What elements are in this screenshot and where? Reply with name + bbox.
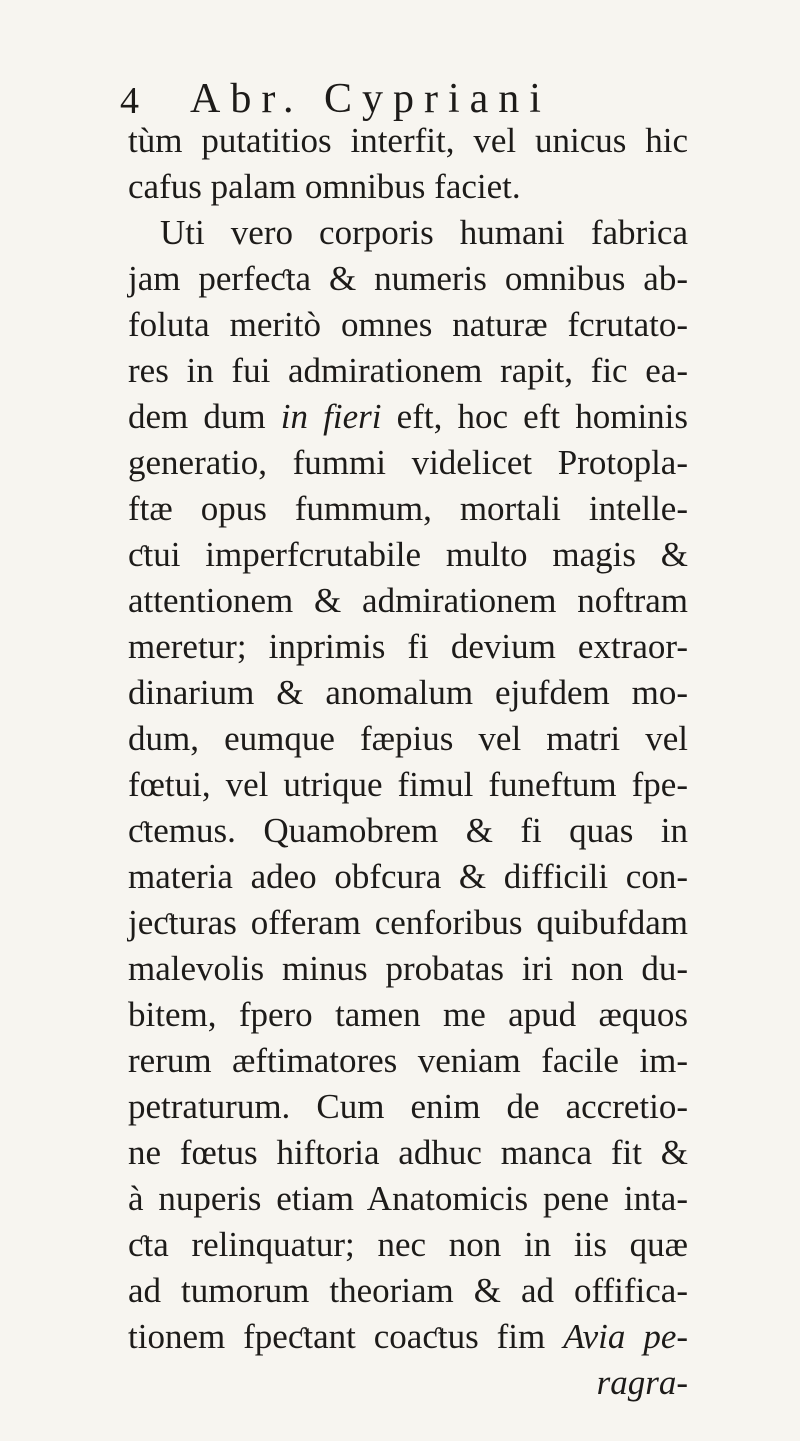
text-line: materia adeo obfcura & difficili con- [128,857,688,896]
text-line: res in fui admirationem rapit, fic ea- [128,351,688,390]
text-line: dinarium & anomalum ejufdem mo- [128,673,688,712]
text-line: attentionem & admirationem noftram [128,581,688,620]
page-number: 4 [120,80,139,122]
italic-phrase: in fieri [280,397,382,436]
text-line: jam perfeƈta & numeris omnibus ab- [128,259,688,298]
body-text [128,118,688,1406]
text-line: malevolis minus probatas iri non du- [128,949,688,988]
italic-phrase: Avia pe- [563,1317,689,1356]
text-line: ad tumorum theoriam & ad offifica- [128,1271,688,1310]
text-line: ƈta relinquatur; nec non in iis quæ [128,1225,688,1264]
text-line: Uti vero corporis humani fabrica [160,213,688,252]
text-fragment: dem dum [128,397,266,436]
text-line: ƈtemus. Quamobrem & fi quas in [128,811,688,850]
text-line: fœtui, vel utrique fimul funeftum fpe- [128,765,688,804]
text-line: rerum æftimatores veniam facile im- [128,1041,688,1080]
text-line: jeƈturas offeram cenforibus quibufdam [128,903,688,942]
running-head: Abr. Cypriani [190,76,551,122]
text-line: petraturum. Cum enim de accretio- [128,1087,688,1126]
text-line: foluta meritò omnes naturæ fcrutato- [128,305,688,344]
text-line: tùm putatitios interfit, vel unicus hic [128,121,688,160]
text-line [128,394,688,440]
text-line [128,1314,688,1360]
text-line: cafus palam omnibus faciet. [128,167,521,206]
text-line: ftæ opus fummum, mortali intelle- [128,489,688,528]
text-line: ne fœtus hiftoria adhuc manca fit & [128,1133,688,1172]
text-line: bitem, fpero tamen me apud æquos [128,995,688,1034]
text-line: à nuperis etiam Anatomicis pene inta- [128,1179,688,1218]
text-line: ƈtui imperfcrutabile multo magis & [128,535,688,574]
text-line: meretur; inprimis fi devium extraor- [128,627,688,666]
text-fragment: eft, hoc eft hominis [396,397,689,436]
text-line: dum, eumque fæpius vel matri vel [128,719,688,758]
catchword: ragra- [596,1363,688,1402]
text-fragment: tionem fpeƈtant coaƈtus fim [128,1317,546,1356]
text-line: generatio, fummi videlicet Protopla- [128,443,688,482]
